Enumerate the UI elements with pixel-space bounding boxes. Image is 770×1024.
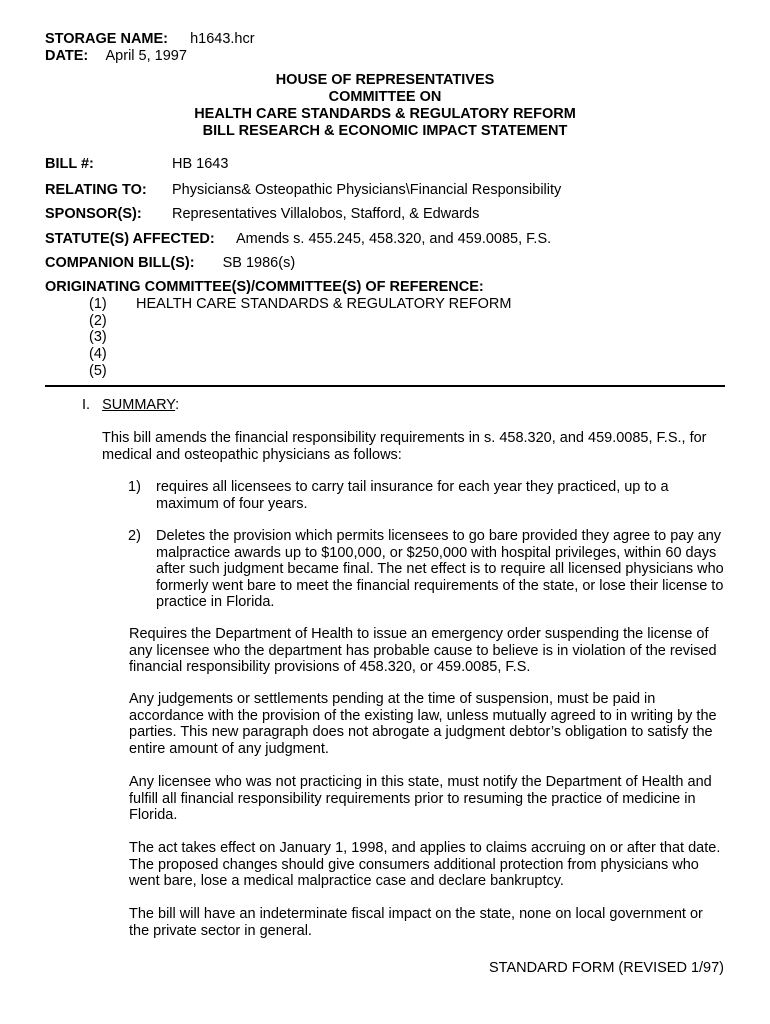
committee-num-3: (3) xyxy=(89,329,107,345)
relating-to-label: RELATING TO: xyxy=(45,182,147,198)
companion-value: SB 1986(s) xyxy=(222,255,296,271)
paragraph-emergency-order: Requires the Department of Health to issue an emergency order suspending the license of any licensee who the department has probable cause to believe is in violation of the revised financial responsibility provisions of 458.320, or 459.0085, F.S. xyxy=(129,626,717,675)
title-line-4: BILL RESEARCH & ECONOMIC IMPACT STATEMENT xyxy=(202,123,568,139)
title-line-2: COMMITTEE ON xyxy=(328,89,442,105)
item-number-2: 2) xyxy=(128,528,141,544)
committee-name-1: HEALTH CARE STANDARDS & REGULATORY REFORM xyxy=(136,296,512,312)
companion-label: COMPANION BILL(S): xyxy=(45,255,195,271)
committees-label: ORIGINATING COMMITTEE(S)/COMMITTEE(S) OF REFERENCE: xyxy=(45,279,484,295)
paragraph-not-practicing: Any licensee who was not practicing in this state, must notify the Department of Health and fulfill all financial responsibility requirements prior to resuming the practice of medicine in Florida. xyxy=(129,774,712,823)
committee-num-2: (2) xyxy=(89,313,107,329)
date-value: April 5, 1997 xyxy=(105,48,187,64)
item-text-1: requires all licensees to carry tail insurance for each year they practiced, up to a maximum of four years. xyxy=(156,479,669,512)
paragraph-fiscal-impact: The bill will have an indeterminate fiscal impact on the state, none on local government or the private sector in general. xyxy=(129,906,703,939)
footer-form-label: STANDARD FORM (REVISED 1/97) xyxy=(489,960,724,976)
committee-num-1: (1) xyxy=(89,296,107,312)
section-divider xyxy=(45,385,725,387)
summary-heading-text: SUMMARY xyxy=(102,397,176,413)
summary-heading-colon: : xyxy=(175,397,180,413)
bill-number-value: HB 1643 xyxy=(172,156,229,172)
title-line-1: HOUSE OF REPRESENTATIVES xyxy=(275,72,495,88)
storage-name-label: STORAGE NAME: xyxy=(45,31,168,47)
date-line xyxy=(45,48,187,65)
sponsor-label: SPONSOR(S): xyxy=(45,206,142,222)
statutes-line xyxy=(45,231,551,248)
relating-to-value: Physicians& Osteopathic Physicians\Financial Responsibility xyxy=(172,182,562,198)
summary-heading xyxy=(82,397,179,414)
paragraph-judgements: Any judgements or settlements pending at the time of suspension, must be paid in accordance with the provision of the existing law, unless mutually agreed to in writing by the parties. This new paragraph does not abrogate a judgment debtor’s obligation to satisfy the entire amount of any judgment. xyxy=(129,691,717,757)
summary-numeral: I. xyxy=(82,397,91,413)
bill-number-label: BILL #: xyxy=(45,156,94,172)
title-line-3: HEALTH CARE STANDARDS & REGULATORY REFORM xyxy=(194,106,576,122)
date-label: DATE: xyxy=(45,48,89,64)
item-text-2: Deletes the provision which permits licensees to go bare provided they agree to pay any malpractice awards up to $100,000, or $250,000 with hospital privileges, within 60 days after such judgment became final. The net effect is to require all licensed physicians who formerly went bare to meet the financial requirements of the state, or lose their license to practice in Florida. xyxy=(156,528,724,610)
statutes-value: Amends s. 455.245, 458.320, and 459.0085, F.S. xyxy=(235,231,552,247)
paragraph-effective-date: The act takes effect on January 1, 1998, and applies to claims accruing on or after that date. The proposed changes should give consumers additional protection from physicians who went bare, lose a medical malpractice case and declare bankruptcy. xyxy=(129,840,721,889)
committee-num-4: (4) xyxy=(89,346,107,362)
summary-intro: This bill amends the financial responsibility requirements in s. 458.320, and 459.0085, F.S., for medical and osteopathic physicians as follows: xyxy=(102,430,707,463)
companion-line xyxy=(45,255,295,272)
storage-name-value: h1643.hcr xyxy=(190,31,255,47)
item-number-1: 1) xyxy=(128,479,141,495)
statutes-label: STATUTE(S) AFFECTED: xyxy=(45,231,215,247)
storage-name-line xyxy=(45,31,255,48)
committee-num-5: (5) xyxy=(89,363,107,379)
sponsor-value: Representatives Villalobos, Stafford, & Edwards xyxy=(172,206,480,222)
